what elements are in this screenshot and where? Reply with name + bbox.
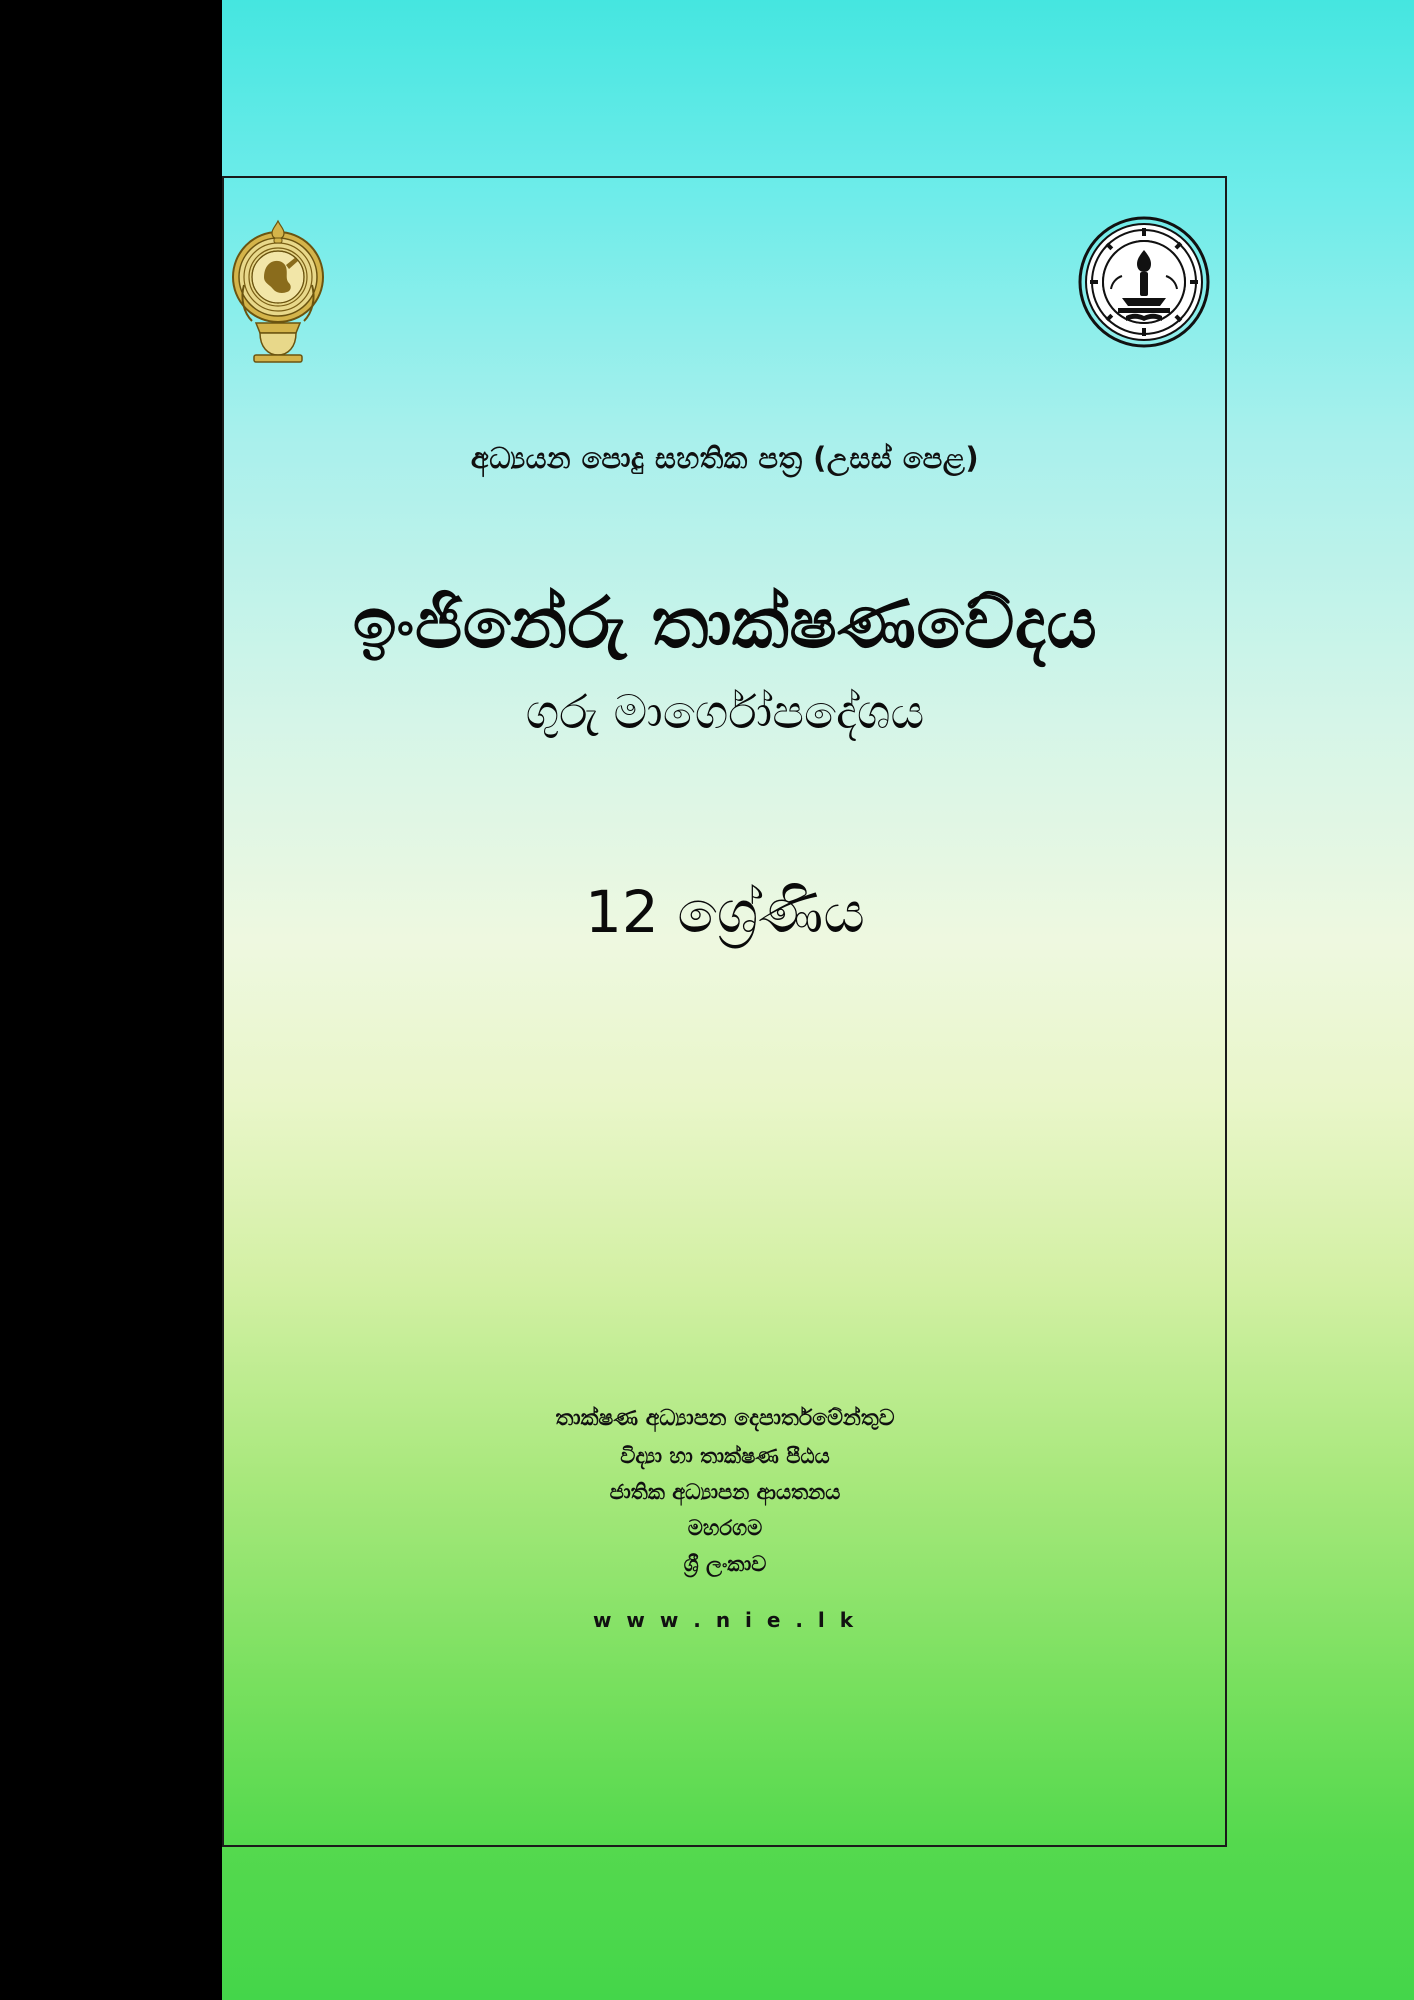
page-title: ඉංජිනේරු තාක්ෂණවේදය: [352, 581, 1098, 664]
subtitle: ගුරු මාර්ගෝපදේශය: [525, 685, 925, 741]
nie-institute-emblem-icon: [1078, 216, 1210, 348]
publisher-line: මහරගම: [687, 1516, 763, 1541]
website-link[interactable]: w w w . n i e . l k: [592, 1608, 858, 1633]
publisher-line: විද්‍යා හා තාක්ෂණ පීඨය: [620, 1443, 830, 1468]
sri-lanka-national-emblem-icon: [230, 215, 326, 371]
cover-title-block: [240, 440, 1210, 947]
exam-line: අධ්‍යයන පොදු සහතික පත්‍ර (උසස් පෙළ): [470, 441, 980, 475]
publisher-line: තාක්ෂණ අධ්‍යාපන දෙපාර්තමේන්තුව: [555, 1406, 895, 1431]
publisher-line: ජාතික අධ්‍යාපන ආයතනය: [609, 1479, 841, 1504]
publisher-block: [240, 1400, 1210, 1632]
publisher-line: ශ්‍රී ලංකාව: [683, 1552, 767, 1577]
grade-line: 12 ශ්‍රේණිය: [584, 877, 866, 946]
